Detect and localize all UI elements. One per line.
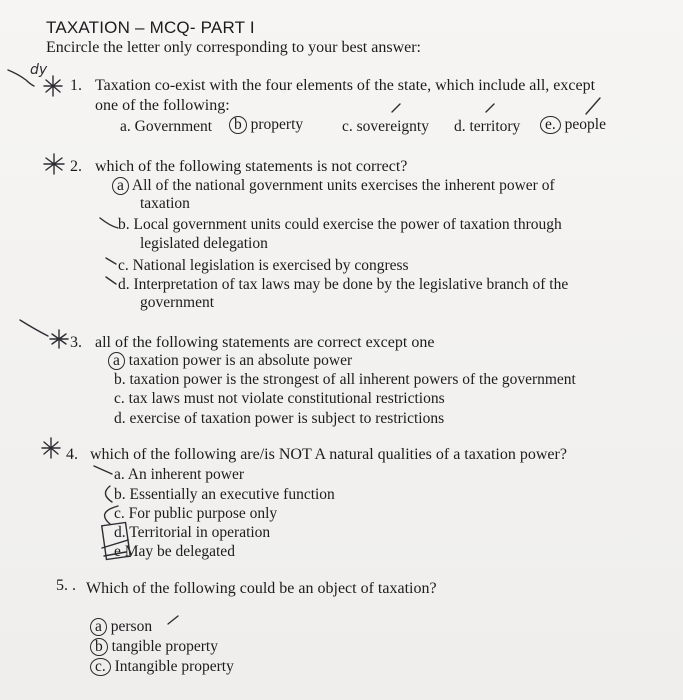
option-letter: b. (114, 371, 126, 388)
option-text: Government (134, 118, 213, 135)
option-letter-circled: b (229, 116, 247, 134)
question-2-option-a-cont: taxation (140, 195, 190, 212)
question-4-text: which of the following are/is NOT A natural qualities of a taxation power? (90, 446, 567, 463)
option-text: An inherent power (127, 466, 245, 483)
question-2-number: 2. (70, 158, 82, 175)
option-text: Intangible property (114, 658, 234, 675)
option-letter: c. (118, 257, 129, 274)
instructions: Encircle the letter only corresponding to your best answer: (46, 39, 421, 56)
question-4-number: 4. (66, 446, 78, 463)
option-text: tax laws must not violate constitutional restrictions (128, 390, 445, 407)
option-text: Local government units could exercise the power of taxation through (133, 216, 562, 233)
question-1-number: 1. (70, 77, 82, 94)
option-letter-circled: c. (90, 658, 111, 676)
option-text: tangible property (111, 638, 218, 655)
option-text: National legislation is exercised by congress (132, 257, 409, 274)
option-letter: d. (114, 410, 126, 427)
bracket-mark-icon (105, 486, 112, 502)
option-letter: c. (114, 505, 125, 522)
question-3-number: 3. (70, 334, 82, 351)
option-letter: d. (454, 118, 466, 135)
option-text: May be delegated (124, 543, 235, 560)
question-1-text-cont: one of the following: (95, 97, 230, 114)
tick-mark-icon (168, 616, 178, 624)
option-letter-circled: b (90, 638, 108, 656)
question-5-number: 5. . (56, 577, 76, 594)
tick-mark-icon (392, 104, 400, 112)
bracket-mark-icon (105, 506, 118, 524)
checkmark-icon (20, 320, 48, 336)
option-letter-circled: e. (540, 116, 561, 134)
option-letter: c. (342, 118, 353, 135)
option-letter: d. (114, 524, 126, 541)
page-title: TAXATION – MCQ- PART I (46, 18, 255, 37)
tick-mark-icon (100, 218, 118, 228)
question-5-text: Which of the following could be an object of taxation? (86, 580, 437, 597)
option-text: taxation power is an absolute power (128, 352, 353, 369)
star-icon (50, 330, 68, 348)
option-text: exercise of taxation power is subject to restrictions (129, 410, 445, 427)
question-2-option-d-cont: government (140, 294, 215, 311)
tick-mark-icon (94, 466, 112, 474)
option-letter: d. (118, 276, 130, 293)
option-letter-circled: a (108, 352, 125, 370)
option-text: people (564, 116, 606, 133)
option-letter: b. (118, 216, 130, 233)
question-2-option-b-cont: legislated delegation (140, 235, 268, 252)
tick-mark-icon (586, 98, 600, 114)
option-text: All of the national government units exercises the inherent power of (131, 177, 555, 194)
option-letter: b. (114, 486, 126, 503)
question-3-text: all of the following statements are correct except one (95, 334, 435, 351)
tick-mark-icon (106, 258, 116, 264)
option-text: For public purpose only (128, 505, 278, 522)
option-text: Territorial in operation (129, 524, 271, 541)
handwritten-note: dy (30, 62, 48, 78)
option-text: Essentially an executive function (129, 486, 335, 503)
option-text: person (110, 618, 153, 635)
option-text: sovereignty (356, 118, 429, 135)
question-1-text: Taxation co-exist with the four elements of the state, which include all, except (95, 77, 596, 94)
star-icon (44, 76, 62, 96)
tick-mark-icon (486, 104, 494, 112)
tick-mark-icon (106, 277, 116, 284)
option-text: taxation power is the strongest of all inherent powers of the government (129, 371, 576, 388)
option-text: property (250, 116, 304, 133)
option-letter: a. (120, 118, 131, 135)
option-letter: e (114, 543, 121, 560)
option-text: territory (469, 118, 521, 135)
option-letter-circled: a (90, 618, 107, 636)
option-letter: c. (114, 390, 125, 407)
option-letter-circled: a (112, 177, 129, 195)
checkmark-icon (8, 70, 34, 86)
question-2-text: which of the following statements is not correct? (95, 158, 408, 175)
star-icon (44, 154, 64, 174)
star-icon (42, 438, 60, 458)
option-letter: a. (114, 466, 125, 483)
option-text: Interpretation of tax laws may be done by the legislative branch of the (133, 276, 569, 293)
